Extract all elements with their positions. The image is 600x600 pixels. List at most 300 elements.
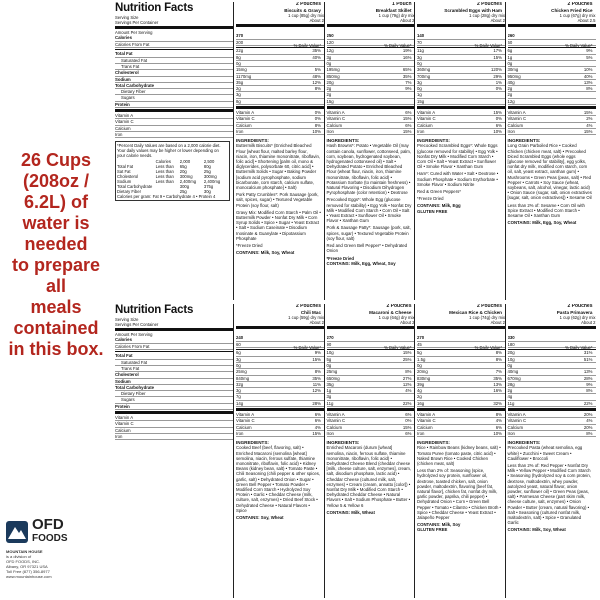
brand-line: OFD FOODS, INC. (6, 559, 40, 564)
product-qty: 2 Pouches (567, 304, 593, 309)
footnote-cell: Sodium (117, 178, 132, 184)
footnote-cell: Less than (155, 168, 174, 174)
vitamin-percent: 15% (583, 128, 593, 134)
nutrient-label: Sodium (115, 77, 233, 83)
nutrient-amount: 16g (417, 400, 425, 406)
nutrient-percent: 120% (491, 67, 502, 73)
nutrient-amount: 5g (417, 350, 422, 356)
nutrient-amount: 3g (236, 356, 241, 362)
allergen-statement: CONTAINS: Milk, Egg (417, 203, 461, 209)
daily-value-header: % Daily Value* (293, 43, 321, 49)
nutrient-amount: 7g (236, 394, 241, 400)
ingredients-text: Red & Green Peppers* (417, 189, 461, 195)
ingredients-text: *Freeze Dried (417, 196, 444, 202)
daily-value-header: % Daily Value* (384, 43, 412, 49)
ingredients-text: Less than 2% of: Seasoning (spice, hydrolyzed soy protein, sunflower oil, dextrose, toasted chicken, salt, onion powder, maltodextrin, flavoring [beef fat, natural flavor], chicken fat, nonfat dry milk, garlic powder, paprika, chili pepper) • Dehydrated Onion • Corn • Green Bell Pepper • Tomato • Cilantro • Chicken Broth • Spice • Cheddar Cheese • Yeast Extract • Jalapeño Pepper (417, 468, 502, 521)
vitamin-percent: 15% (402, 128, 412, 134)
calories-from-fat-value: 120 (327, 40, 415, 46)
vitamin-percent: 0% (495, 116, 502, 122)
product-name: Scrambled Eggs with Ham (444, 7, 502, 13)
vitamin-name: Iron (507, 128, 515, 134)
vitamin-name: Vitamin A (507, 110, 526, 116)
footnote-cell: Less than (155, 178, 174, 184)
nutrient-percent: 9% (314, 350, 321, 356)
allergen-statement: GLUTEN FREE (417, 208, 448, 214)
nutrient-value-row (236, 401, 324, 407)
ingredients-heading: INGREDIENTS: (507, 138, 541, 144)
nutrient-amount: 8g (236, 54, 241, 60)
nutrient-amount: 0g (417, 60, 422, 66)
ingredients-block (236, 138, 324, 255)
allergen-statement: CONTAINS: Milk, Soy, Wheat (507, 527, 566, 533)
divider (508, 24, 596, 27)
vitamin-name: Calcium (507, 122, 524, 128)
vitamin-name: Calcium (417, 122, 433, 128)
nutrient-amount: 0g (507, 60, 513, 66)
product-name: Breakfast Skillet (375, 7, 412, 13)
nutrient-percent: 16% (493, 388, 502, 394)
ingredients-block (508, 138, 596, 225)
nutrient-percent: 48% (312, 73, 321, 79)
vitamin-percent: 6% (495, 424, 502, 430)
nutrient-amount: 3g (236, 92, 241, 98)
nutrient-amount: 20g (507, 350, 515, 356)
product-qty: 2 Pouches (567, 2, 593, 7)
calories-label: Calories (115, 35, 233, 41)
nutrient-amount: 15g (417, 98, 425, 104)
nutrient-percent: 8% (586, 86, 593, 92)
promo-line: meals contained (13, 297, 99, 338)
nutrient-percent: 7% (495, 369, 502, 375)
nutrient-percent: 5% (586, 54, 593, 60)
vitamin-name: Calcium (236, 424, 252, 430)
amount-per-serving-label: Amount Per Serving (115, 332, 153, 338)
vitamin-name: Vitamin C (507, 116, 527, 122)
vitamin-row (508, 431, 596, 437)
nutrient-value-row (417, 99, 505, 105)
ingredients-heading: INGREDIENTS: (417, 440, 450, 446)
nutrient-label: Saturated Fat (115, 360, 233, 366)
ingredients-text: Less than 2% of: Red Pepper • Nonfat Dry Milk • Yellow Pepper • Modified Corn Starch • Seasoning (hydrolyzed soy & corn protein, dextrose, maltodextrin, whey powder, autolyzed yeast, natural flavor, onion powder, sunflower oil) • Green Peas (peas, salt) • Parmesan Cheese (part skim milk, cheese culture, salt, enzymes) • Onion Powder • Butter (cream, natural flavoring) • Salt • Seasoning (cultured nonfat milk, maltodextrin, salt) • Spice • Granulated Garlic (507, 463, 591, 526)
nutrient-amount: 1g (326, 388, 332, 394)
nutrient-value-row (508, 99, 596, 105)
vitamin-percent: 20% (583, 424, 593, 430)
product-column (324, 2, 415, 300)
vitamin-percent: 4% (314, 424, 321, 430)
nutrient-value-row (508, 401, 596, 407)
allergen-statement: CONTAINS: Milk, Egg, Soy, Wheat (507, 220, 577, 226)
footnote-text: *Percent Daily Values are based on a 2,000 calorie diet. Your daily values may be higher or lower depending on your calorie needs. (117, 143, 221, 159)
product-qty: 1 Pouch (392, 2, 412, 7)
footnote-cell: 300mg (179, 173, 193, 179)
allergen-statement: *Freeze Dried (326, 255, 354, 261)
nutrient-amount: 195mg (326, 67, 340, 73)
divider (115, 49, 233, 51)
vitamin-label: Vitamin C (115, 421, 233, 427)
ingredients-text: Rice • Rainbow Beans (kidney beans, salt) • Tomato Puree (tomato paste, citric acid) • Naked Brown Rice • Cooked Chicken (chicken meat, salt) (417, 445, 501, 467)
nutrient-label: Dietary Fiber (115, 89, 233, 95)
ingredients-text: Precooked Pasta (wheat semolina, egg white) • Zucchini • Sweet Cream • Cauliflower • Broccoli (507, 445, 583, 461)
vitamin-row (236, 431, 324, 437)
nutrient-amount: 22g (236, 48, 244, 54)
nutrient-amount: 25mg (236, 369, 247, 375)
nutrient-label: Saturated Fat (115, 58, 233, 64)
nutrient-label: Total Carbohydrate (115, 385, 233, 391)
nutrient-percent: 35% (312, 48, 321, 54)
calories-from-fat-value: 70 (417, 40, 505, 46)
brand-logo (6, 518, 112, 546)
vitamin-name: Iron (236, 430, 244, 436)
divider (115, 109, 233, 112)
nutrient-amount: 0g (326, 60, 332, 66)
ingredients-block (327, 440, 415, 515)
ingredients-text: Gravy Mix: Modified Corn Starch • Palm Oil • Buttermilk Powder • Nonfat Dry Milk • Corn Syrup Solids • Spice • Sugar • Yeast Extract • Salt • Sodium Caseinate • Disodium Inosinate & Guanylate • Dipotassium Phosphate (236, 209, 321, 241)
calories-from-fat-label: Calories From Fat (115, 344, 233, 350)
calories-value: 270 (327, 335, 415, 341)
vitamin-percent: 6% (405, 412, 412, 418)
nutrient-amount: 20g (326, 79, 334, 85)
footnote-cell: 25g (179, 189, 187, 195)
nutrient-amount: 35g (326, 381, 334, 387)
product-column (414, 2, 505, 300)
calories-from-fat-value: 60 (508, 40, 596, 46)
ingredients-heading: INGREDIENTS: (507, 440, 541, 446)
brand-block (6, 518, 112, 579)
vitamin-row (327, 431, 415, 437)
nutrient-percent: 40% (312, 54, 321, 60)
vitamin-name: Vitamin A (326, 412, 345, 418)
product-name: Biscuits & Gravy (284, 7, 321, 13)
product-servings: About 2 (309, 18, 324, 24)
nutrient-amount: 2g (236, 86, 241, 92)
vitamin-name: Vitamin C (326, 418, 346, 424)
vitamin-name: Calcium (236, 122, 252, 128)
daily-value-header: % Daily Value* (474, 345, 502, 351)
ingredients-block (236, 440, 324, 520)
vitamin-label: Iron (115, 132, 233, 138)
nutrient-value-row (327, 99, 415, 105)
daily-value-header: % Daily Value* (293, 345, 321, 351)
vitamin-percent: 10% (493, 128, 502, 134)
vitamin-percent: 6% (405, 122, 412, 128)
allergen-statement: CONTAINS: Milk, Soy (417, 522, 461, 528)
brand-name-bottom: FOODS (32, 533, 68, 544)
nutrient-label: Dietary Fiber (115, 391, 233, 397)
footnote-cell: 20g (179, 168, 187, 174)
calories-from-fat-label: Calories From Fat (115, 42, 233, 48)
footnote-cell: 65g (179, 163, 187, 169)
nutrient-amount: 650mg (326, 375, 340, 381)
vitamin-name: Iron (236, 128, 244, 134)
product-name: Macaroni & Cheese (369, 309, 412, 315)
nutrient-label: Protein (115, 404, 233, 410)
calories-from-fat-value: 60 (236, 342, 324, 348)
servings-per-container-label: Servings Per Container (115, 20, 159, 26)
ingredients-text: Enriched Macaroni (durum [wheat] semolina, niacin, ferrous sulfate, thiamine mononitrate, riboflavin, folic acid) • Dehydrated Cheese Blend (cheddar cheese [milk, cheese culture, salt, enzymes], cream, salt, disodium phosphate, lactic acid) • Cheddar Cheese (cultured milk, salt, enzymes) • Cream (cream, annatto [color]) • Nonfat Dry Milk • Modified Corn Starch • Dehydrated Cheddar Cheese • Natural Flavors • Salt • Sodium Phosphate • Butter • Yellow 5 & Yellow 6 (326, 445, 412, 508)
vitamin-percent: 0% (314, 116, 321, 122)
product-servings: About 2 (490, 320, 505, 326)
ingredients-text: Red and Green Bell Pepper* • Dehydrated Onion (326, 243, 408, 254)
divider (327, 24, 415, 27)
nutrient-amount: 0g (236, 60, 241, 66)
nutrient-label: Total Fat (115, 51, 233, 57)
vitamin-label: Iron (115, 434, 233, 440)
nutrient-percent: 22% (583, 400, 593, 406)
vitamin-name: Vitamin A (507, 412, 526, 418)
product-serving: 1 cup (59g) dry mix (288, 315, 324, 320)
nutrient-amount: 1g (507, 54, 513, 60)
ingredients-text: *Freeze Dried (236, 243, 263, 249)
calories-value: 140 (417, 33, 505, 39)
vitamin-percent: 0% (405, 418, 412, 424)
brand-line: is a division of (6, 554, 32, 559)
calories-from-fat-value: 180 (508, 342, 596, 348)
product-column (233, 304, 324, 598)
nutrition-panel-top (115, 2, 596, 300)
vitamin-percent: 6% (314, 418, 321, 424)
divider (236, 106, 324, 109)
allergen-statement: CONTAINS: Soy, Wheat (236, 515, 284, 521)
divider (236, 24, 324, 27)
promo-line: water is needed (22, 213, 90, 254)
ingredients-text: Cooked Beef (beef, flavoring, salt) • Enriched Macaroni (semolina [wheat] semolina, niacin, ferrous sulfate, thiamine mononitrate, riboflavin, folic acid) • Kidney Beans (kidney bean, salt) • Tomato Paste • Chili Seasoning (chili pepper & other spices, garlic, salt) • Dehydrated Onion • Sugar • Green Bell Pepper • Tomato Powder • Modified Corn Starch • Hydrolyzed Soy Protein • Garlic • Cheddar Cheese (milk, culture, salt, enzymes) • Dried Beef Stock • Dehydrated Cheese • Natural Flavors • Spice (236, 445, 321, 513)
nutrient-percent: 31% (583, 350, 593, 356)
nutrient-percent: 65% (402, 67, 412, 73)
product-serving: 1 cup (79g) dry mix (378, 13, 415, 18)
divider (236, 408, 324, 411)
nutrient-percent: 32% (493, 400, 502, 406)
nutrient-label: Total Fat (115, 353, 233, 359)
nutrient-percent: 8% (495, 356, 502, 362)
product-column (414, 304, 505, 598)
footnote-cell: Sat Fat (117, 168, 131, 174)
nutrient-label: Sugars (115, 95, 233, 101)
vitamin-name: Iron (417, 128, 425, 134)
nutrient-amount: 360mg (417, 67, 431, 73)
vitamin-row (327, 129, 415, 135)
nutrient-amount: 3g (326, 394, 332, 400)
footnote-cell: 2,400mg (179, 178, 197, 184)
nutrient-percent: 35% (493, 375, 502, 381)
vitamin-percent: 10% (312, 128, 321, 134)
nutrient-percent: 8% (314, 86, 321, 92)
allergen-statement: CONTAINS: Milk, Wheat (326, 509, 375, 515)
brand-line: Toll Free (877) 356-8977 (6, 569, 50, 574)
daily-value-header: % Daily Value* (474, 43, 502, 49)
divider (115, 26, 233, 29)
nutrient-amount: 15g (326, 98, 334, 104)
vitamin-name: Vitamin A (236, 110, 255, 116)
divider (115, 411, 233, 414)
nutrient-amount: 2g (326, 92, 332, 98)
nutrient-amount: 3g (417, 54, 422, 60)
nutrition-facts-title: Nutrition Facts (115, 304, 194, 316)
mountain-logo-icon (6, 521, 28, 543)
vitamin-name: Vitamin C (507, 418, 527, 424)
product-serving: 1 cup (74g) dry mix (469, 315, 505, 320)
nutrient-percent: 8% (314, 369, 321, 375)
brand-address (6, 549, 112, 579)
nutrient-amount: 1.5g (417, 356, 426, 362)
divider (115, 351, 233, 353)
ingredients-text: Ham*: Cured with Water • Salt • Dextrose • Sodium Phosphate • Sodium Erythorbate • Smoke Flavor • Sodium Nitrite (417, 171, 499, 187)
nutrient-percent: 22% (402, 400, 412, 406)
vitamin-name: Iron (417, 430, 425, 436)
divider (327, 326, 415, 329)
nutrient-percent: 12% (312, 79, 321, 85)
vitamin-percent: 0% (314, 110, 321, 116)
ingredients-heading: INGREDIENTS: (326, 138, 360, 144)
footnote-cell: 375g (203, 183, 214, 189)
vitamin-row (508, 129, 596, 135)
ingredients-heading: INGREDIENTS: (417, 138, 450, 144)
product-name: Mexican Rice & Chicken (449, 309, 502, 315)
nutrient-amount: 35g (236, 79, 244, 85)
nutrient-label: Trans Fat (115, 366, 233, 372)
water-needed-note (0, 150, 112, 360)
promo-line: (208oz / 6.2L) of (22, 171, 90, 212)
divider (327, 106, 415, 109)
vitamin-name: Vitamin A (417, 110, 436, 116)
calories-from-fat-value: 200 (236, 40, 324, 46)
vitamin-name: Vitamin C (417, 418, 436, 424)
footnote-cell: Less than (155, 163, 174, 169)
vitamin-row (417, 431, 505, 437)
vitamin-row (417, 129, 505, 135)
nutrient-label: Protein (115, 102, 233, 108)
product-servings: About 2 (490, 18, 505, 24)
nutrient-amount: 670mg (507, 375, 521, 381)
product-serving: 1 cup (64g) dry mix (378, 315, 415, 320)
calories-from-fat-value: 90 (327, 342, 415, 348)
nutrient-percent: 0% (495, 86, 502, 92)
vitamin-label: Calcium (115, 126, 233, 132)
amount-per-serving-label: Amount Per Serving (115, 30, 153, 36)
calories-label: Calories (115, 337, 233, 343)
nutrient-percent: 40% (583, 73, 593, 79)
nutrient-percent: 12% (402, 381, 412, 387)
product-qty: 2 Pouches (386, 304, 412, 309)
divider (417, 326, 505, 329)
nutrient-percent: 27% (402, 375, 412, 381)
calories-value: 250 (327, 33, 415, 39)
nutrient-value-row (327, 401, 415, 407)
promo-line: to prepare all (11, 255, 101, 296)
ingredients-text: Buttermilk Biscuits* (Enriched Bleached Flour [wheat flour, malted barley flour, niacin, iron, thiamine mononitrate, riboflavin, folic acid] • Shortening [palm oil, mono & diglycerides, polysorbate 60, citric acid] • Buttermilk Solids • Sugar • Baking Powder [sodium acid pyrophosphate, sodium bicarbonate, corn starch, calcium sulfate, monocalcium phosphate] • Salt) (236, 143, 321, 191)
nutrient-percent: 8% (586, 388, 593, 394)
vitamin-row (236, 129, 324, 135)
nutrient-amount: 2g (417, 394, 422, 400)
product-name: Chili Mac (300, 309, 321, 315)
vitamin-percent: 4% (586, 122, 593, 128)
nutrient-amount: 11g (326, 400, 334, 406)
nutrient-percent: 17% (493, 48, 502, 54)
product-servings: About 2.5 (577, 18, 596, 24)
nutrient-amount: 8g (236, 98, 241, 104)
nutrient-amount: 2g (507, 86, 513, 92)
nutrient-amount: 2g (326, 86, 332, 92)
product-serving: 1 cup (28g) dry mix (469, 13, 505, 18)
product-qty: 2 Pouches (295, 2, 321, 7)
label-column (115, 304, 233, 440)
vitamin-name: Calcium (326, 122, 343, 128)
vitamin-percent: 8% (586, 430, 593, 436)
footnote-cell: Total Carbohydrate (117, 183, 153, 189)
nutrient-percent: 35% (402, 73, 412, 79)
nutrient-value-row (236, 99, 324, 105)
nutrient-label: Total Carbohydrate (115, 83, 233, 89)
nutrient-amount: 25mg (326, 369, 338, 375)
footnote-cell: Dietary Fiber (117, 189, 141, 195)
nutrient-percent: 28% (312, 400, 321, 406)
divider (417, 408, 505, 411)
vitamin-percent: 6% (405, 430, 412, 436)
vitamin-name: Vitamin A (417, 412, 436, 418)
nutrient-amount: 3g (326, 54, 332, 60)
nutrient-amount: 840mg (236, 375, 250, 381)
ingredients-heading: INGREDIENTS: (236, 138, 269, 144)
nutrient-percent: 15% (402, 350, 412, 356)
ingredients-text: Precooked Scrambled Eggs*: Whole Eggs (glucose removed for stability) • Egg Yolk • Nonfat Dry Milk • Modified Corn Starch • Corn Oil • Salt • Yeast Extract • Sunflower Oil • Smoke Flavor • Xanthan Gum (417, 143, 498, 170)
brand-line: www.mountainhouse.com (6, 574, 52, 579)
ingredients-block (327, 138, 415, 266)
divider (508, 326, 596, 329)
label-column (115, 2, 233, 201)
nutrient-amount: 32g (236, 381, 244, 387)
calories-per-gram: Calories per gram: Fat 9 • Carbohydrate 4 • Protein 4 (117, 194, 216, 200)
brand-name-top: OFD (32, 516, 64, 533)
vitamin-percent: 2% (586, 116, 593, 122)
allergen-statement: CONTAINS: Milk, Egg, Wheat, Soy (326, 260, 396, 266)
vitamin-percent: 8% (495, 412, 502, 418)
product-qty: 2 Pouches (476, 2, 502, 7)
daily-value-header: % Daily Value* (565, 345, 593, 351)
vitamin-percent: 15% (493, 110, 502, 116)
vitamin-label: Vitamin C (115, 119, 233, 125)
product-servings: About 2 (400, 320, 415, 326)
nutrient-percent: 7% (405, 79, 412, 85)
nutrient-amount: 2g (507, 388, 513, 394)
product-serving: 1 cup (62g) dry mix (559, 315, 596, 320)
nutrient-amount: 28g (507, 381, 515, 387)
nutrient-amount: 0g (326, 362, 332, 368)
footnote-cell: 2,400mg (203, 178, 221, 184)
nutrient-percent: 29% (493, 73, 502, 79)
calories-value: 330 (508, 335, 596, 341)
divider (508, 106, 596, 109)
vitamin-percent: 15% (312, 430, 321, 436)
nutrient-amount: 6g (507, 48, 513, 54)
nutrient-percent: 9% (405, 86, 412, 92)
ingredients-text: Precooked Eggs*: Whole Egg (glucose removed for stability) • Egg Yolk • Nonfat Dry Milk • Modified Corn Starch • Corn Oil • Salt • Yeast Extract • Sunflower Oil • Smoke Flavor • Xanthan Gum (326, 197, 412, 224)
nutrient-percent: 1% (495, 79, 502, 85)
nutrient-amount: 4g (507, 394, 513, 400)
nutrient-amount: 0g (417, 362, 422, 368)
vitamin-name: Vitamin A (236, 412, 255, 418)
allergen-statement: GLUTEN FREE (417, 527, 448, 533)
divider (115, 328, 233, 331)
vitamin-percent: 8% (314, 122, 321, 128)
nutrient-value-row (417, 401, 505, 407)
divider (236, 326, 324, 329)
nutrient-label: Sodium (115, 379, 233, 385)
footnote-cell: 80g (203, 163, 211, 169)
promo-line: 26 Cups (20, 150, 92, 170)
product-column (324, 304, 415, 598)
product-column (505, 2, 596, 300)
vitamin-name: Vitamin A (326, 110, 345, 116)
ingredients-text: Hash Browns*: Potato • Vegetable Oil (may contain canola, sunflower, cottonseed, palm, corn, soybean, hydrogenated soybean, hydrogenated cottonseed oil) • Salt • Dehydrated Potato • Enriched Bleached Flour (wheat flour, niacin, iron, thiamine mononitrate, riboflavin, folic acid) • Potassium Sorbate (to maintain freshness) • Natural Flavoring • Disodium Dihydrogen Pyrophosphate (color retention) • Dextrose (326, 143, 412, 196)
